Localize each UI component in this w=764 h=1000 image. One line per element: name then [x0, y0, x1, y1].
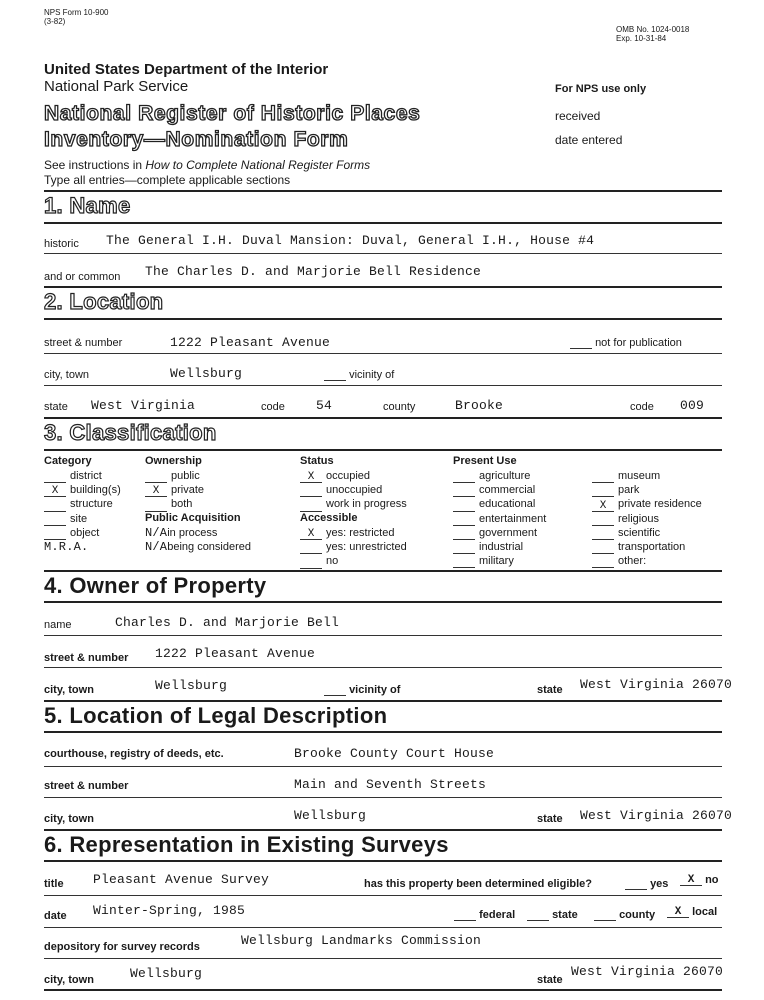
- section-1-title: 1. Name: [44, 193, 131, 218]
- option-industrial[interactable]: industrial: [453, 540, 546, 554]
- checkbox[interactable]: [44, 529, 66, 540]
- option-private-residence[interactable]: X private residence: [592, 497, 702, 511]
- checkbox[interactable]: [454, 910, 476, 921]
- code-label: code: [261, 401, 285, 413]
- checkbox[interactable]: [453, 501, 475, 512]
- blank: [324, 685, 346, 696]
- checkbox[interactable]: [453, 543, 475, 554]
- checkbox[interactable]: [592, 529, 614, 540]
- option-park[interactable]: park: [592, 483, 702, 497]
- city-label: city, town: [44, 369, 90, 381]
- option-yes-unrestricted[interactable]: yes: unrestricted: [300, 540, 407, 554]
- county-value: Brooke: [455, 398, 504, 413]
- expiration: Exp. 10-31-84: [616, 34, 667, 43]
- option-structure[interactable]: structure: [44, 497, 121, 511]
- option-museum[interactable]: museum: [592, 469, 702, 483]
- rule: [44, 190, 722, 192]
- checkbox[interactable]: [300, 558, 322, 569]
- rule: [44, 860, 722, 862]
- option-object[interactable]: object: [44, 526, 121, 540]
- option-transportation[interactable]: transportation: [592, 540, 702, 554]
- rule: [44, 353, 722, 354]
- omb-number: OMB No. 1024-0018: [616, 25, 690, 34]
- rule: [44, 449, 722, 451]
- option-commercial[interactable]: commercial: [453, 483, 546, 497]
- status-header: Status: [300, 455, 334, 467]
- checkbox[interactable]: X: [592, 501, 614, 512]
- owner-city-value: Wellsburg: [155, 678, 228, 693]
- option-both[interactable]: both: [145, 497, 204, 511]
- survey-state-label: state: [537, 974, 563, 986]
- city-value: Wellsburg: [170, 366, 243, 381]
- street-label: street & number: [44, 337, 123, 349]
- rule: [44, 829, 722, 831]
- option-public[interactable]: public: [145, 469, 204, 483]
- checkbox[interactable]: [44, 472, 66, 483]
- checkbox[interactable]: [145, 501, 167, 512]
- option-other[interactable]: other:: [592, 554, 702, 568]
- state-value: West Virginia: [91, 398, 196, 413]
- section-6-title: 6. Representation in Existing Surveys: [44, 832, 449, 857]
- form-title-line2: Inventory—Nomination Form: [44, 128, 349, 151]
- date-entered-label: date entered: [555, 133, 623, 147]
- option-scientific[interactable]: scientific: [592, 526, 702, 540]
- form-title-line1: National Register of Historic Places: [44, 102, 421, 125]
- courthouse-label: courthouse, registry of deeds, etc.: [44, 748, 224, 760]
- present-use-list-a: [453, 469, 546, 568]
- section-4-title: 4. Owner of Property: [44, 573, 267, 598]
- rule: [44, 731, 722, 733]
- street-value: 1222 Pleasant Avenue: [170, 335, 331, 350]
- mark: N/A: [145, 526, 168, 540]
- checkbox[interactable]: [592, 486, 614, 497]
- instructions: See instructions in How to Complete National Register Forms: [44, 158, 371, 172]
- ownership-list: [145, 469, 204, 512]
- owner-city-label: city, town: [44, 684, 94, 696]
- option-educational[interactable]: educational: [453, 497, 546, 511]
- option-in-process[interactable]: N/Ain process: [145, 526, 218, 540]
- checkbox[interactable]: [453, 515, 475, 526]
- checkbox[interactable]: [592, 472, 614, 483]
- option-unoccupied[interactable]: unoccupied: [300, 483, 407, 497]
- state-label: state: [44, 401, 68, 413]
- checkbox[interactable]: [592, 515, 614, 526]
- rule: [44, 958, 722, 959]
- courthouse-value: Brooke County Court House: [294, 746, 495, 761]
- option-government[interactable]: government: [453, 526, 546, 540]
- eligible-yes[interactable]: yes: [625, 878, 668, 890]
- rule: [44, 927, 722, 928]
- level-state[interactable]: state: [527, 909, 578, 921]
- checkbox[interactable]: [453, 529, 475, 540]
- rule: [44, 286, 722, 288]
- rule: [44, 700, 722, 702]
- section-2-title: 2. Location: [44, 289, 164, 314]
- level-federal[interactable]: federal: [454, 909, 515, 921]
- historic-label: historic: [44, 238, 79, 250]
- form-revision: (3-82): [44, 17, 66, 26]
- ownership-header: Ownership: [145, 455, 202, 467]
- legal-city-value: Wellsburg: [294, 808, 367, 823]
- rule: [44, 570, 722, 572]
- department: United States Department of the Interior: [44, 61, 329, 78]
- checkbox[interactable]: [592, 557, 614, 568]
- legal-street-label: street & number: [44, 780, 129, 792]
- present-use-header: Present Use: [453, 455, 517, 467]
- owner-vicinity: vicinity of: [324, 684, 400, 696]
- checkbox[interactable]: [145, 472, 167, 483]
- code-value: 54: [316, 398, 333, 413]
- checkbox[interactable]: X: [145, 486, 167, 497]
- rule: [44, 385, 722, 386]
- accessible-list: [300, 526, 407, 569]
- survey-date-value: Winter-Spring, 1985: [93, 903, 246, 918]
- blank: [570, 338, 592, 349]
- option-district[interactable]: district: [44, 469, 121, 483]
- survey-title-label: title: [44, 878, 64, 890]
- checkbox[interactable]: [625, 879, 647, 890]
- legal-state-label: state: [537, 813, 563, 825]
- rule: [44, 253, 722, 254]
- owner-street-label: street & number: [44, 652, 129, 664]
- checkbox[interactable]: [300, 543, 322, 554]
- section-5-title: 5. Location of Legal Description: [44, 703, 388, 728]
- eligible-no[interactable]: X no: [680, 874, 719, 886]
- checkbox[interactable]: X: [680, 875, 702, 886]
- option-military[interactable]: military: [453, 554, 546, 568]
- rule: [44, 797, 722, 798]
- option-entertainment[interactable]: entertainment: [453, 512, 546, 526]
- section-3-title: 3. Classification: [44, 420, 217, 445]
- legal-street-value: Main and Seventh Streets: [294, 777, 487, 792]
- depository-label: depository for survey records: [44, 941, 200, 953]
- owner-state-label: state: [537, 684, 563, 696]
- present-use-list-b: [592, 469, 702, 568]
- checkbox[interactable]: [592, 543, 614, 554]
- county-code-value: 009: [680, 398, 705, 413]
- form-number: NPS Form 10-900: [44, 8, 109, 17]
- option-religious[interactable]: religious: [592, 512, 702, 526]
- option-agriculture[interactable]: agriculture: [453, 469, 546, 483]
- received-label: received: [555, 109, 601, 123]
- rule: [44, 895, 722, 896]
- option-buildings[interactable]: X building(s): [44, 483, 121, 497]
- checkbox[interactable]: [44, 515, 66, 526]
- eligible-question: has this property been determined eligible?: [364, 878, 592, 890]
- checkbox[interactable]: X: [667, 907, 689, 918]
- checkbox[interactable]: [453, 486, 475, 497]
- survey-city-label: city, town: [44, 974, 94, 986]
- legal-state-value: West Virginia 26070: [580, 808, 733, 823]
- category-header: Category: [44, 455, 92, 467]
- checkbox[interactable]: X: [300, 529, 322, 540]
- rule: [44, 601, 722, 603]
- historic-value: The General I.H. Duval Mansion: Duval, General I.H., House #4: [106, 233, 595, 248]
- mark: N/A: [145, 540, 168, 555]
- instructions-line2: Type all entries—complete applicable sections: [44, 173, 291, 187]
- category-list: [44, 469, 121, 540]
- acquisition-header: Public Acquisition: [145, 512, 241, 524]
- owner-name-value: Charles D. and Marjorie Bell: [115, 615, 340, 630]
- option-yes-restricted[interactable]: X yes: restricted: [300, 526, 407, 540]
- not-for-publication: not for publication: [570, 337, 682, 349]
- option-being-considered[interactable]: N/Abeing considered: [145, 540, 252, 555]
- checkbox[interactable]: X: [300, 472, 322, 483]
- blank: [324, 370, 346, 381]
- legal-city-label: city, town: [44, 813, 94, 825]
- option-private[interactable]: X private: [145, 483, 204, 497]
- survey-city-value: Wellsburg: [130, 966, 203, 981]
- rule: [44, 667, 722, 668]
- mra-note: M.R.A.: [44, 540, 89, 554]
- common-value: The Charles D. and Marjorie Bell Residence: [145, 264, 482, 279]
- owner-state-value: West Virginia 26070: [580, 677, 733, 692]
- checkbox[interactable]: [44, 501, 66, 512]
- vicinity: vicinity of: [324, 369, 394, 381]
- owner-street-value: 1222 Pleasant Avenue: [155, 646, 316, 661]
- nps-use-label: For NPS use only: [555, 83, 647, 95]
- rule: [44, 766, 722, 767]
- acquisition-list: [145, 526, 251, 554]
- service: National Park Service: [44, 78, 189, 95]
- depository-value: Wellsburg Landmarks Commission: [241, 933, 482, 948]
- county-code-label: code: [630, 401, 654, 413]
- survey-date-label: date: [44, 910, 67, 922]
- level-county[interactable]: county: [594, 909, 655, 921]
- option-work-in-progress[interactable]: work in progress: [300, 497, 407, 511]
- level-local[interactable]: X local: [667, 906, 717, 918]
- checkbox[interactable]: [453, 557, 475, 568]
- rule: [44, 222, 722, 224]
- common-label: and or common: [44, 271, 121, 283]
- accessible-header: Accessible: [300, 512, 358, 524]
- checkbox[interactable]: [300, 486, 322, 497]
- survey-title-value: Pleasant Avenue Survey: [93, 872, 270, 887]
- rule: [44, 318, 722, 320]
- rule: [44, 635, 722, 636]
- county-label: county: [383, 401, 416, 413]
- checkbox[interactable]: [300, 501, 322, 512]
- option-occupied[interactable]: X occupied: [300, 469, 407, 483]
- owner-name-label: name: [44, 619, 72, 631]
- status-list: [300, 469, 407, 512]
- rule: [44, 989, 722, 991]
- survey-state-value: West Virginia 26070: [571, 964, 724, 979]
- checkbox[interactable]: X: [44, 486, 66, 497]
- checkbox[interactable]: [594, 910, 616, 921]
- checkbox[interactable]: [453, 472, 475, 483]
- option-no[interactable]: no: [300, 554, 407, 568]
- rule: [44, 417, 722, 419]
- checkbox[interactable]: [527, 910, 549, 921]
- option-site[interactable]: site: [44, 512, 121, 526]
